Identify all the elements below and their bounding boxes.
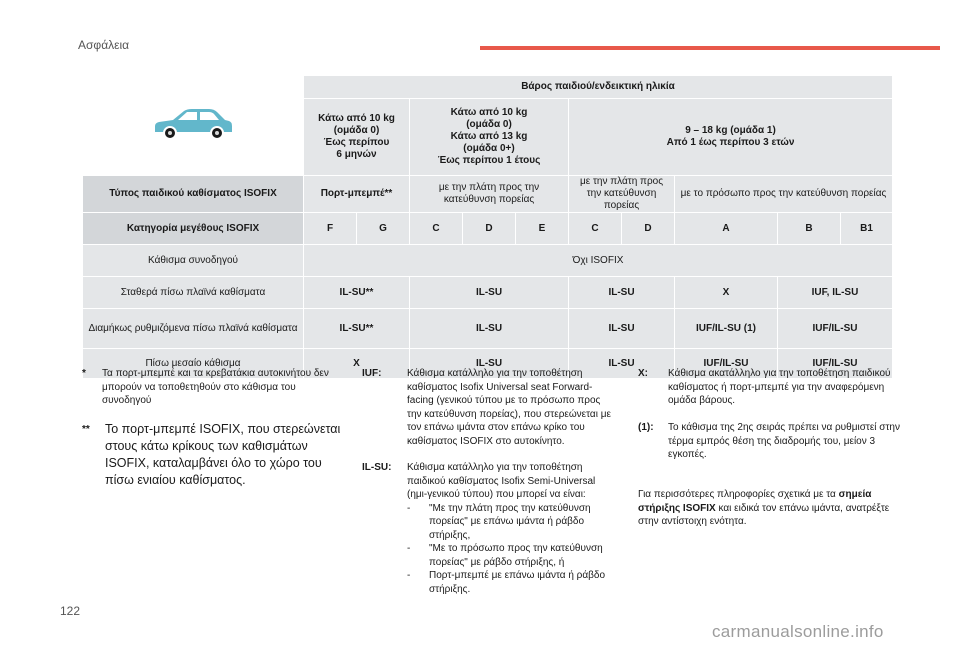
list-item-text: "Με την πλάτη προς την κατεύθυνση πορείας" με επάνω ιμάντα ή ράβδο στήριξης,	[429, 502, 591, 541]
category-cell: G	[357, 213, 410, 245]
type-cell-forward-facing: με το πρόσωπο προς την κατεύθυνση πορείας	[675, 176, 893, 213]
category-cell: C	[410, 213, 463, 245]
list-dash: -	[407, 502, 411, 514]
note-more-info	[638, 488, 900, 529]
category-cell: D	[463, 213, 516, 245]
category-cell: E	[516, 213, 569, 245]
category-cell: D	[622, 213, 675, 245]
note-ilsu-text: Κάθισμα κατάλληλο για την τοποθέτηση παιδικού καθίσματος Isofix Semi-Universal (ημι-γενικού τύπου) που μπορεί να είναι:	[407, 462, 596, 500]
list-item	[407, 542, 616, 569]
note-star-key: *	[82, 368, 86, 379]
note-x-text: Κάθισμα ακατάλληλο για την τοποθέτηση παιδικού καθίσματος ή πορτ-μπεμπέ για την αναφερόμενη ομάδα βάρους.	[668, 368, 891, 406]
fixed-rear-cell: IUF, IL-SU	[778, 277, 893, 309]
weight-header	[304, 76, 893, 99]
type-cell-rear-facing-1: με την πλάτη προς την κατεύθυνση πορείας	[410, 176, 569, 213]
list-item	[407, 569, 616, 596]
rear-middle-cell: IL-SU	[410, 349, 569, 379]
passenger-row-value: Όχι ISOFIX	[304, 245, 893, 277]
fixed-rear-cell: X	[675, 277, 778, 309]
note-double-star-key: **	[82, 424, 90, 435]
note-ilsu	[362, 461, 616, 596]
note-x	[638, 367, 900, 408]
note-more-before: Για περισσότερες πληροφορίες σχετικά με τα	[638, 489, 839, 500]
list-dash: -	[407, 543, 411, 554]
section-title: Ασφάλεια	[78, 38, 130, 52]
note-x-key: X:	[638, 368, 648, 379]
adjustable-rear-cell: IUF/IL-SU	[778, 309, 893, 349]
category-cell: B	[778, 213, 841, 245]
fixed-rear-cell: IL-SU	[569, 277, 675, 309]
rear-middle-cell: IUF/IL-SU	[675, 349, 778, 379]
car-cell	[83, 76, 304, 176]
section-accent-bar	[480, 46, 940, 50]
fixed-rear-row-label: Σταθερά πίσω πλαϊνά καθίσματα	[83, 277, 304, 309]
note-ilsu-list	[407, 502, 616, 597]
note-double-star	[82, 421, 344, 489]
type-cell-carrycot: Πορτ-μπεμπέ**	[304, 176, 410, 213]
category-cell: C	[569, 213, 622, 245]
category-cell: B1	[841, 213, 893, 245]
category-row-label: Κατηγορία μεγέθους ISOFIX	[83, 213, 304, 245]
note-iuf-text: Κάθισμα κατάλληλο για την τοποθέτηση καθίσματος Isofix Universal seat Forward-facing (γενικού τύπου με το πρόσωπο προς την κατεύθυνση πορείας), που στερεώνεται με τον επάνω ιμάντα στον επάνω κρίκο του καθίσματος ISOFIX στο αυτοκίνητο.	[407, 368, 611, 447]
note-star	[82, 367, 344, 408]
list-dash: -	[407, 570, 411, 581]
note-double-star-text: Το πορτ-μπεμπέ ISOFIX, που στερεώνεται στους κάτω κρίκους των καθισμάτων ISOFIX, καταλαμβάνει όλο το χώρο του πίσω ενιαίου καθίσματος.	[105, 422, 341, 487]
adjustable-rear-cell: IL-SU	[410, 309, 569, 349]
note-one-key: (1):	[638, 422, 654, 433]
rear-middle-cell: X	[304, 349, 410, 379]
fixed-rear-cell: IL-SU	[410, 277, 569, 309]
note-iuf	[362, 367, 616, 448]
note-one	[638, 421, 900, 462]
fixed-rear-cell: IL-SU**	[304, 277, 410, 309]
passenger-row-label: Κάθισμα συνοδηγού	[83, 245, 304, 277]
adjustable-rear-row-label: Διαμήκως ρυθμιζόμενα πίσω πλαϊνά καθίσματα	[83, 309, 304, 349]
page-number: 122	[60, 604, 81, 618]
group-0-header: Κάτω από 10 kg (ομάδα 0) Έως περίπου 6 μηνών	[304, 99, 410, 176]
weight-header-text: Βάρος παιδιού/ενδεικτική ηλικία	[521, 81, 675, 92]
category-cell: A	[675, 213, 778, 245]
adjustable-rear-cell: IUF/IL-SU (1)	[675, 309, 778, 349]
type-row-label: Τύπος παιδικού καθίσματος ISOFIX	[83, 176, 304, 213]
note-iuf-key: IUF:	[362, 368, 382, 379]
rear-middle-row-label: Πίσω μεσαίο κάθισμα	[83, 349, 304, 379]
watermark: carmanualsonline.info	[712, 622, 884, 641]
list-item-text: "Με το πρόσωπο προς την κατεύθυνση πορείας" με ράβδο στήριξης, ή	[429, 543, 603, 568]
adjustable-rear-cell: IL-SU	[569, 309, 675, 349]
rear-middle-cell: IL-SU	[569, 349, 675, 379]
note-ilsu-key: IL-SU:	[362, 462, 392, 473]
category-cell: F	[304, 213, 357, 245]
note-more-bold: σημεία στήριξης ISOFIX	[638, 489, 872, 514]
adjustable-rear-cell: IL-SU**	[304, 309, 410, 349]
car-icon	[151, 106, 235, 142]
list-item	[407, 502, 616, 543]
type-cell-rear-facing-2: με την πλάτη προς την κατεύθυνση πορείας	[569, 176, 675, 213]
list-item-text: Πορτ-μπεμπέ με επάνω ιμάντα ή ράβδο στήριξης.	[429, 570, 606, 595]
note-star-text: Τα πορτ-μπεμπέ και τα κρεβατάκια αυτοκινήτου δεν μπορούν να τοποθετηθούν στο κάθισμα του συνοδηγού	[102, 368, 329, 406]
note-more-after: και ειδικά τον επάνω ιμάντα, ανατρέξτε στην αντίστοιχη ενότητα.	[638, 502, 890, 527]
group-0plus-header: Κάτω από 10 kg (ομάδα 0) Κάτω από 13 kg (ομάδα 0+) Έως περίπου 1 έτους	[410, 99, 569, 176]
rear-middle-cell: IUF/IL-SU	[778, 349, 893, 379]
note-one-text: Το κάθισμα της 2ης σειράς πρέπει να ρυθμιστεί στην τέρμα εμπρός θέση της διαδρομής του, μείον 3 εγκοπές.	[668, 422, 900, 460]
isofix-table	[82, 75, 893, 379]
group-1-header: 9 – 18 kg (ομάδα 1) Από 1 έως περίπου 3 ετών	[569, 99, 893, 176]
